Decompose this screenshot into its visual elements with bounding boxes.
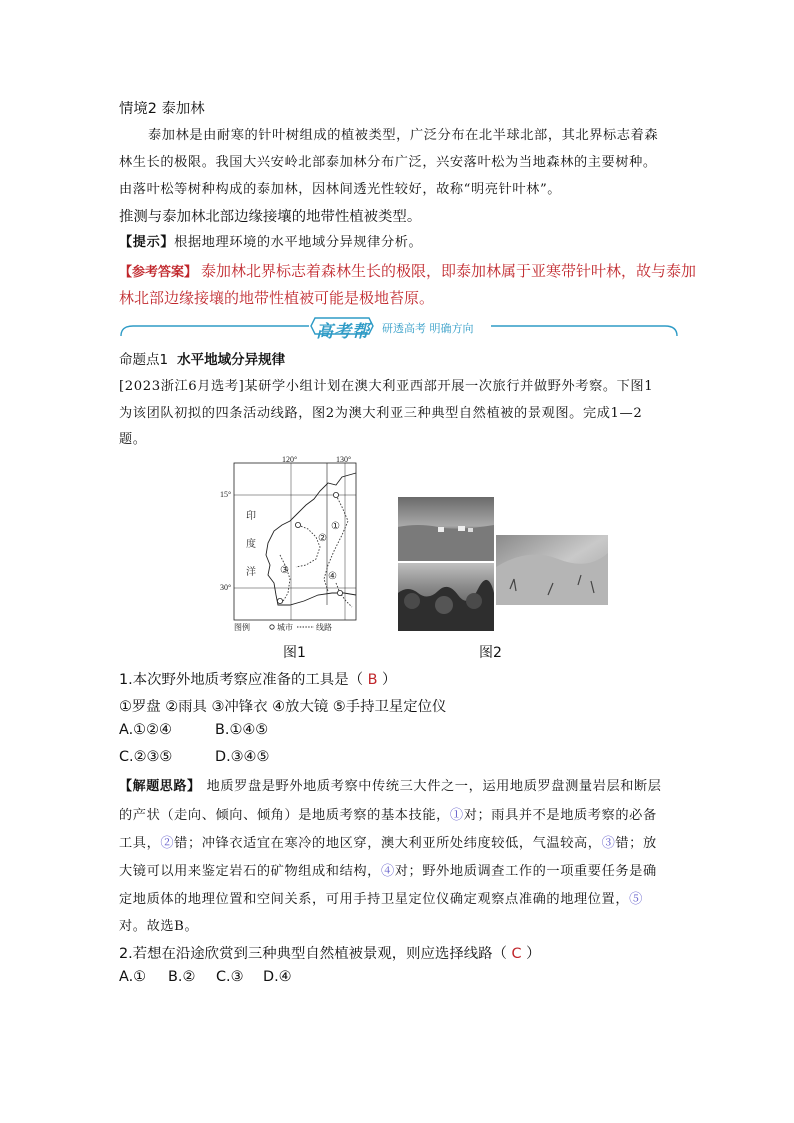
q2-stem-post: ） — [521, 946, 541, 962]
analysis-line-1 — [119, 775, 662, 794]
topic-title: 水平地域分异规律 — [177, 352, 286, 368]
analysis-tag: 【解题思路】 — [119, 779, 201, 794]
map-route-1: ① — [331, 521, 340, 532]
scenario-question: 推测与泰加林北部边缘接壤的地带性植被类型。 — [119, 209, 422, 225]
q2-stem — [119, 942, 541, 963]
topic-label: 命题点1 — [119, 352, 169, 368]
q2-option-d: D.④ — [263, 969, 292, 985]
map-legend-city: 城市 — [277, 623, 293, 632]
banner-logo: 高考帮 — [316, 322, 370, 342]
analysis-line-3 — [119, 832, 657, 851]
map-route-3: ③ — [280, 565, 289, 576]
q1-option-d: D.③④⑤ — [215, 749, 270, 765]
q2-option-c: C.③ — [216, 969, 244, 985]
map-route-2: ② — [318, 533, 327, 544]
intro-line-2: 为该团队初拟的四条活动线路，图2为澳大利亚三种典型自然植被的景观图。完成1—2 — [119, 406, 643, 421]
intro-line-3: 题。 — [119, 432, 147, 447]
q2-option-a: A.① — [119, 969, 147, 985]
q1-stem-post: ） — [377, 672, 397, 688]
q2-answer: C — [511, 946, 522, 962]
analysis-text-4a: 大镜可以用来鉴定岩石的矿物组成和结构， — [119, 864, 381, 879]
analysis-text-3d: 错；放 — [615, 836, 657, 851]
savanna-photo — [398, 497, 494, 561]
q1-option-c: C.②③⑤ — [119, 749, 173, 765]
analysis-text-3b: 错；冲锋衣适宜在寒冷的地区穿，澳大利亚所处纬度较低，气温较高， — [174, 836, 602, 851]
hint-tag: 【提示】 — [119, 235, 175, 250]
q1-option-b: B.①④⑤ — [215, 722, 269, 738]
figure-2-caption: 图2 — [479, 645, 502, 661]
figure-1-map — [220, 455, 358, 635]
desert-photo — [496, 535, 608, 605]
map-ocean-char-1: 印 — [246, 511, 256, 522]
analysis-text-5: 定地质体的地理位置和空间关系，可用手持卫星定位仪确定观察点准确的地理位置， — [119, 892, 630, 907]
analysis-line-4 — [119, 860, 657, 879]
analysis-text-4b: 对；野外地质调查工作的一项重要任务是确 — [394, 864, 657, 879]
answer-line-2: 林北部边缘接壤的地带性植被可能是极地苔原。 — [119, 289, 435, 307]
scenario-title: 情境2 泰加林 — [119, 101, 205, 117]
hint-text: 根据地理环境的水平地域分异规律分析。 — [174, 235, 423, 250]
map-ocean-char-3: 洋 — [246, 567, 256, 578]
figure-2-photos — [398, 497, 610, 631]
analysis-text-2b: 对；雨具并不是地质考察的必备 — [463, 808, 657, 823]
map-legend-route: 线路 — [316, 623, 332, 632]
map-legend-label: 图例 — [234, 623, 250, 632]
scenario-para-1: 泰加林是由耐寒的针叶树组成的植被类型，广泛分布在北半球北部，其北界标志着森 — [148, 128, 659, 143]
q1-stem — [119, 668, 396, 689]
map-lon-130: 130° — [336, 455, 352, 464]
figure-1-caption: 图1 — [283, 645, 306, 661]
q1-answer: B — [367, 672, 378, 688]
analysis-circled-5: ⑤ — [629, 892, 643, 907]
analysis-circled-2: ② — [160, 836, 175, 851]
q1-option-a: A.①②④ — [119, 722, 172, 738]
map-lat-15: 15° — [220, 490, 232, 499]
analysis-circled-1: ① — [449, 808, 464, 823]
analysis-text-3a: 工具， — [119, 836, 161, 851]
answer-text-1: 泰加林北界标志着森林生长的极限，即泰加林属于亚寒带针叶林，故与泰加 — [201, 262, 697, 280]
analysis-text-1: 地质罗盘是野外地质考察中传统三大件之一，运用地质罗盘测量岩层和断层 — [206, 779, 662, 794]
scenario-para-2: 林生长的极限。我国大兴安岭北部泰加林分布广泛，兴安落叶松为当地森林的主要树种。 — [119, 155, 657, 170]
map-ocean-char-2: 度 — [246, 539, 256, 550]
analysis-circled-4: ④ — [380, 864, 395, 879]
hint-line — [119, 231, 422, 250]
analysis-circled-3: ③ — [601, 836, 616, 851]
q2-stem-pre: 2.若想在沿途欣赏到三种典型自然植被景观，则应选择线路（ — [119, 946, 512, 962]
map-lat-30: 30° — [220, 583, 232, 592]
analysis-line-5 — [119, 888, 643, 907]
banner-slogan: 研透高考 明确方向 — [382, 322, 474, 335]
topic-heading — [119, 348, 285, 368]
analysis-text-2a: 的产状（走向、倾向、倾角）是地质考察的基本技能， — [119, 808, 450, 823]
map-lon-120: 120° — [282, 455, 298, 464]
analysis-line-2 — [119, 804, 657, 823]
intro-line-1: [2023浙江6月选考]某研学小组计划在澳大利亚西部开展一次旅行并做野外考察。下图1 — [119, 379, 654, 394]
scenario-para-3: 由落叶松等树种构成的泰加林，因林间透光性较好，故称“明亮针叶林”。 — [119, 182, 562, 197]
analysis-line-6: 对。故选B。 — [119, 919, 199, 934]
q1-stem-pre: 1.本次野外地质考察应准备的工具是（ — [119, 672, 368, 688]
forest-photo — [398, 563, 494, 631]
q2-option-b: B.② — [168, 969, 196, 985]
answer-line-1 — [119, 260, 696, 281]
answer-tag: 【参考答案】 — [119, 265, 198, 280]
q1-items: ①罗盘 ②雨具 ③冲锋衣 ④放大镜 ⑤手持卫星定位仪 — [119, 699, 447, 715]
map-route-4: ④ — [328, 571, 337, 582]
